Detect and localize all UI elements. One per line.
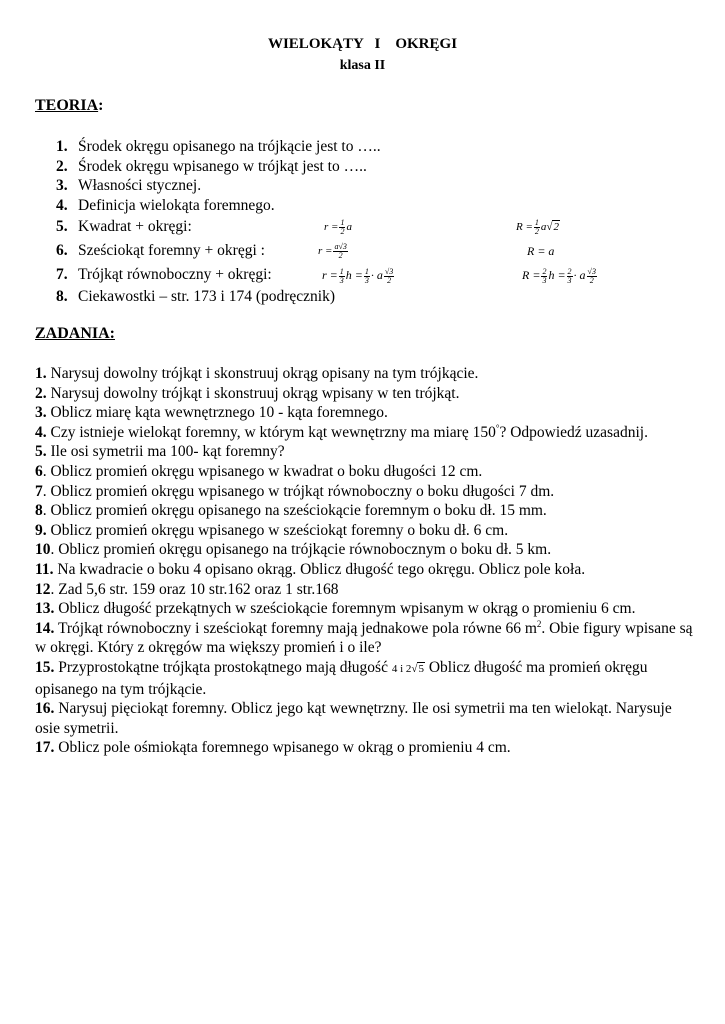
superscript: 2 xyxy=(536,618,542,629)
task-number: 11. xyxy=(35,560,54,578)
item-number: 5. xyxy=(56,218,68,235)
task-text: Narysuj dowolny trójkąt i skonstruuj okrąg opisany na tym trójkącie. xyxy=(46,365,479,382)
task-item xyxy=(35,580,695,600)
page-title: WIELOKĄTY I OKRĘGI xyxy=(267,36,458,52)
task-item xyxy=(35,540,695,560)
task-text: Przyprostokątne trójkąta prostokątnego mają długość xyxy=(54,658,392,676)
task-item xyxy=(35,501,695,521)
task-text: Narysuj dowolny trójkąt i skonstruuj okrąg wpisany w ten trójkąt. xyxy=(46,384,460,402)
tasks-heading: ZADANIA: xyxy=(35,325,115,342)
item-text: Środek okręgu wpisanego w trójkąt jest to ….. xyxy=(78,157,367,175)
task-number: 5. xyxy=(35,443,47,461)
task-item xyxy=(35,560,695,580)
task-number: 4. xyxy=(35,423,47,441)
theory-item xyxy=(56,176,696,196)
task-number: 9. xyxy=(35,521,47,539)
item-number: 6. xyxy=(56,242,68,259)
task-item xyxy=(35,599,695,619)
task-text: Oblicz promień okręgu wpisanego w sześciokąt foremny o boku dł. 6 cm. xyxy=(46,521,509,539)
theory-item xyxy=(56,157,696,177)
item-number: 7. xyxy=(56,266,68,283)
task-item xyxy=(35,384,695,404)
task-text: Narysuj pięciokąt foremny. Oblicz jego kąt wewnętrzny. Ile osi symetrii ma ten wielokąt. Narysuje osie symetrii. xyxy=(35,700,672,737)
item-number: 3. xyxy=(56,177,68,194)
task-item xyxy=(35,403,695,423)
theory-heading-colon: : xyxy=(98,97,104,114)
formula-triangle-r: r = $\frac{1}{3}$ h = $\frac{1}{3}$ · a $\frac{√3}{2}$ xyxy=(322,266,394,285)
task-text: Na kwadracie o boku 4 opisano okrąg. Oblicz długość tego okręgu. Oblicz pole koła. xyxy=(53,560,586,578)
task-number: 12 xyxy=(35,580,51,598)
task-number: 14. xyxy=(35,619,55,637)
theory-heading-text: TEORIA xyxy=(35,97,99,114)
item-number: 1. xyxy=(56,138,68,155)
item-text: Własności stycznej. xyxy=(78,177,202,194)
page-subtitle: klasa II xyxy=(339,58,386,73)
theory-item xyxy=(56,137,696,157)
formula-square-r: r = $\frac{1}{2}$ a xyxy=(324,217,352,236)
task-text: Oblicz długość przekątnych w sześciokącie foremnym wpisanym w okrąg o promieniu 6 cm. xyxy=(54,600,636,618)
task-item xyxy=(35,619,695,658)
item-text: Środek okręgu opisanego na trójkącie jest to ….. xyxy=(78,138,381,155)
task-item xyxy=(35,423,695,443)
theory-item xyxy=(56,287,696,307)
task-text: Oblicz miarę kąta wewnętrznego 10 - kąta foremnego. xyxy=(46,404,388,422)
task-number: 7 xyxy=(35,482,43,500)
task-number: 10 xyxy=(35,541,51,559)
task-text: . Oblicz promień okręgu wpisanego w trójkąt równoboczny o boku długości 7 dm. xyxy=(42,482,555,500)
task-number: 1. xyxy=(35,365,47,382)
item-number: 2. xyxy=(56,157,68,175)
theory-heading xyxy=(35,97,103,115)
task-text: Ile osi symetrii ma 100- kąt foremny? xyxy=(46,443,285,461)
theory-item xyxy=(56,239,696,263)
item-text: Definicja wielokąta foremnego. xyxy=(78,196,275,214)
item-text: Ciekawostki – str. 173 i 174 (podręcznik) xyxy=(78,288,335,305)
tasks-list xyxy=(35,364,695,758)
task-item xyxy=(35,658,695,699)
degree-sign: ° xyxy=(495,422,500,433)
item-number: 8. xyxy=(56,288,68,305)
task-text: Oblicz pole ośmiokąta foremnego wpisanego w okrąg o promieniu 4 cm. xyxy=(54,739,511,757)
task-item xyxy=(35,482,695,502)
task-text-cont: Oblicz długość ma promień okręgu opisanego na tym trójkącie. xyxy=(35,658,648,698)
task-number: 13. xyxy=(35,600,55,618)
task-item xyxy=(35,462,695,482)
task-text: Czy istnieje wielokąt foremny, w którym kąt wewnętrzny ma miarę 150 xyxy=(46,423,496,441)
task-item xyxy=(35,699,695,738)
theory-item xyxy=(56,215,696,239)
theory-list xyxy=(56,137,696,307)
task-number: 6 xyxy=(35,462,43,480)
task-number: 17. xyxy=(35,739,55,757)
task-item xyxy=(35,738,695,758)
task-item xyxy=(35,364,695,384)
formula-hexagon-R: R = a xyxy=(527,244,555,258)
formula-hexagon-r: r = $\frac{a√3}{2}$ xyxy=(318,241,347,260)
task-item xyxy=(35,442,695,462)
task-number: 16. xyxy=(35,700,55,718)
item-text: Kwadrat + okręgi: xyxy=(78,218,192,235)
item-text: Sześciokąt foremny + okręgi : xyxy=(78,242,265,259)
task-text: Trójkąt równoboczny i sześciokąt foremny mają jednakowe pola równe 66 m xyxy=(54,619,537,637)
task-text: . Oblicz promień okręgu opisanego na trójkącie równobocznym o boku dł. 5 km. xyxy=(50,541,552,559)
formula-square-R: R = $\frac{1}{2}$ a√2 xyxy=(516,217,559,236)
inline-math: 4 i 2√5 xyxy=(391,662,424,675)
theory-item xyxy=(56,263,696,287)
task-text: . Zad 5,6 str. 159 oraz 10 str.162 oraz 1 str.168 xyxy=(50,580,339,598)
formula-triangle-R: R = $\frac{2}{3}$ h = $\frac{2}{3}$ · a $\frac{√3}{2}$ xyxy=(522,266,596,285)
item-text: Trójkąt równoboczny + okręgi: xyxy=(78,266,272,283)
task-text: . Oblicz promień okręgu opisanego na sześciokącie foremnym o boku dł. 15 mm. xyxy=(42,502,547,520)
task-number: 15. xyxy=(35,658,55,676)
task-item xyxy=(35,521,695,541)
theory-item xyxy=(56,196,696,216)
task-number: 2. xyxy=(35,384,47,402)
task-text-cont: ? Odpowiedź uzasadnij. xyxy=(499,423,648,441)
task-number: 3. xyxy=(35,404,47,422)
task-text: . Oblicz promień okręgu wpisanego w kwadrat o boku długości 12 cm. xyxy=(42,462,483,480)
item-number: 4. xyxy=(56,196,68,214)
task-text-cont: . Obie figury wpisane są w okręgi. Który z okręgów ma większy promień i o ile? xyxy=(35,619,693,657)
task-number: 8 xyxy=(35,502,43,520)
